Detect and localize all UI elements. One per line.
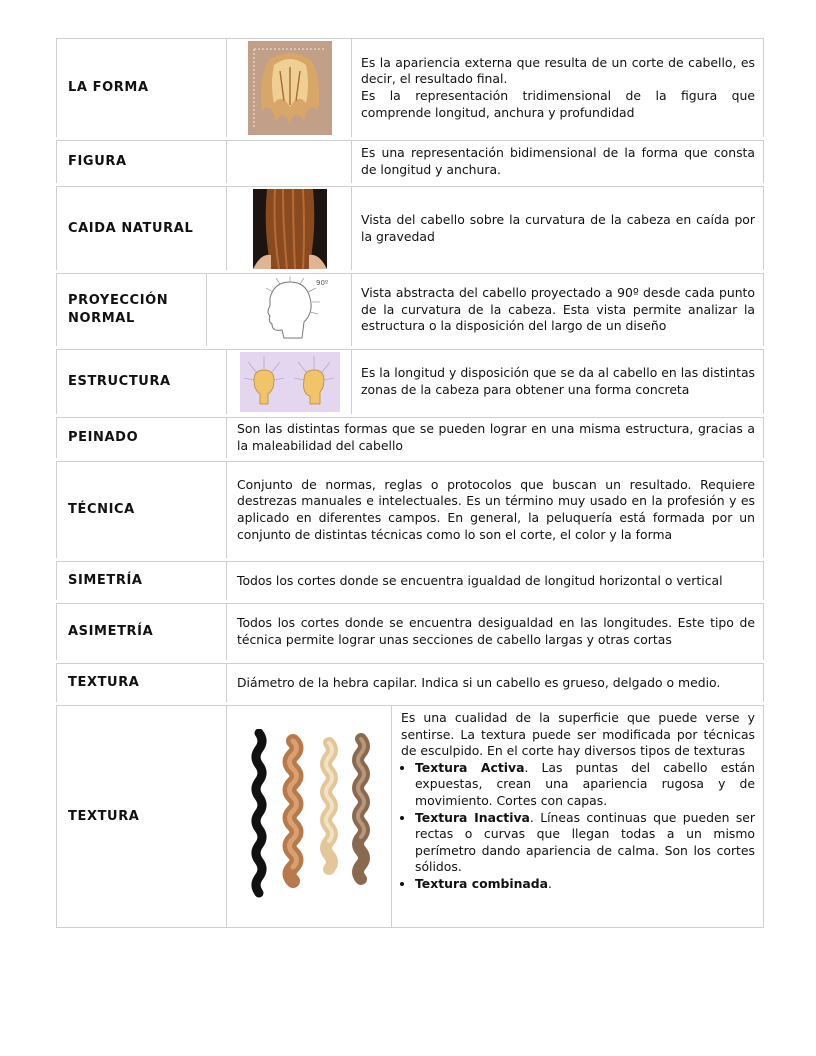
description-cell	[393, 706, 763, 927]
table-row	[56, 140, 764, 183]
hair-swatches-icon	[245, 729, 375, 905]
table-row	[56, 186, 764, 270]
table-row	[56, 561, 764, 600]
term-cell: CAIDA NATURAL	[57, 187, 227, 270]
list-item-title: Textura combinada	[415, 875, 549, 891]
table-row	[56, 273, 764, 346]
table-row	[56, 461, 764, 558]
term-cell: TÉCNICA	[57, 462, 227, 558]
list-item	[415, 760, 755, 810]
table-row	[56, 38, 764, 137]
hair-photo-icon	[253, 189, 327, 269]
hair-form-image	[229, 39, 352, 137]
description-cell: Vista del cabello sobre la curvatura de la cabeza en caída por la gravedad	[361, 211, 755, 244]
glossary-table	[56, 38, 764, 928]
list-item	[415, 810, 755, 876]
texture-intro: Es una cualidad de la superficie que puede verse y sentirse. La textura puede ser modificada por técnicas de esculpido. En el corte hay diversos tipos de texturas	[401, 710, 755, 759]
texture-list	[401, 760, 755, 893]
term-cell: PEINADO	[57, 418, 227, 458]
description-cell: Conjunto de normas, reglas o protocolos que buscan un resultado. Requiere destrezas manuales e intelectuales. Es un término muy usado en la profesión y es aplicado en diferentes campos. En general, la peluquería está formada por un conjunto de distintas técnicas como lo son el corte, el color y la forma	[237, 476, 755, 542]
hair-texture-image	[229, 706, 392, 927]
list-item-text: . Líneas continuas que pueden ser rectas o curvas que llegan todas a un mismo perímetro dando apariencia de calma. Son los cortes sólidos.	[415, 809, 755, 875]
list-item	[415, 876, 755, 893]
description-cell: Todos los cortes donde se encuentra desigualdad en las longitudes. Este tipo de técnica permite lograr unas secciones de cabello largas y otras cortas	[237, 615, 755, 647]
table-row	[56, 603, 764, 660]
description-cell: Es una representación bidimensional de la forma que consta de longitud y anchura.	[361, 145, 755, 177]
description-cell: Son las distintas formas que se pueden lograr en una misma estructura, gracias a la maleabilidad del cabello	[237, 421, 755, 453]
angle-label: 90º	[316, 279, 329, 287]
term-cell: ASIMETRÍA	[57, 604, 227, 660]
term-cell: TEXTURA	[57, 706, 227, 927]
table-row	[56, 705, 764, 928]
list-item-text: . Las puntas del cabello están expuestas, crean una apariencia rugosa y de movimiento. Cortes con capas.	[415, 759, 755, 808]
description-cell	[353, 39, 763, 137]
description-cell: Vista abstracta del cabello proyectado a 90º desde cada punto de la curvatura de la cabeza. Esta vista permite analizar la estructura o la disposición del largo de un diseño	[361, 285, 755, 334]
description-cell: Todos los cortes donde se encuentra igualdad de longitud horizontal o vertical	[237, 572, 723, 588]
empty-image-cell	[229, 141, 352, 183]
table-row	[56, 349, 764, 414]
term-cell: TEXTURA	[57, 664, 227, 702]
structure-image	[229, 350, 352, 414]
projection-image	[229, 274, 352, 346]
description-text-1: Es la apariencia externa que resulta de un corte de cabello, es decir, el resultado final.	[361, 54, 755, 87]
list-item-title: Textura Inactiva	[415, 809, 530, 825]
table-row	[56, 663, 764, 702]
description-text-2: Es la representación tridimensional de la figura que comprende longitud, anchura y profundidad	[361, 88, 755, 120]
structure-heads-icon	[240, 352, 340, 412]
table-row	[56, 417, 764, 458]
term-cell: FIGURA	[57, 141, 227, 183]
list-item-title: Textura Activa	[415, 759, 525, 775]
term-cell: PROYECCIÓN NORMAL	[57, 274, 207, 346]
list-item-text: .	[548, 875, 552, 891]
term-cell: LA FORMA	[57, 39, 227, 137]
hair-form-icon	[248, 41, 332, 135]
description-cell: Es la longitud y disposición que se da al cabello en las distintas zonas de la cabeza para obtener una forma concreta	[361, 365, 755, 397]
description-cell: Diámetro de la hebra capilar. Indica si un cabello es grueso, delgado o medio.	[237, 674, 721, 690]
head-projection-icon	[240, 276, 340, 344]
term-cell: ESTRUCTURA	[57, 350, 227, 414]
natural-fall-image	[229, 187, 352, 270]
term-cell: SIMETRÍA	[57, 562, 227, 600]
